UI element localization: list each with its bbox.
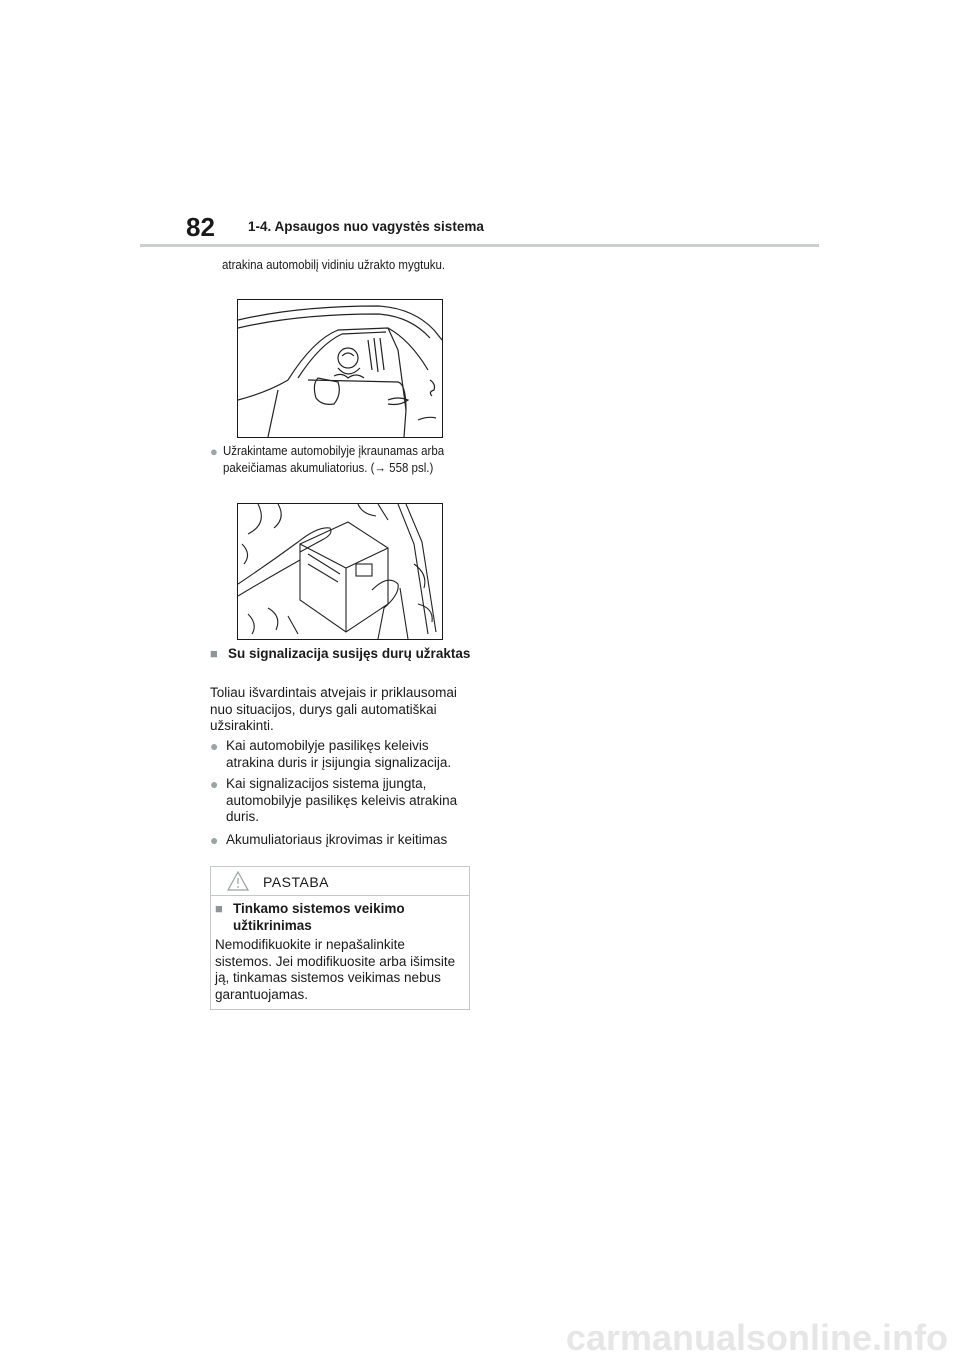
warning-triangle-icon [227, 871, 249, 891]
notice-body: Nemodifikuokite ir nepašalinkite sistemos. Jei modifikuosite arba išimsite ją, tinkamas sistemos veikimas nebus garantuojamas. [215, 937, 456, 1002]
list-item-text: Kai automobilyje pasilikęs keleivis atrakina duris ir įsijungia signalizacija. [226, 738, 452, 770]
notice-subheading [215, 901, 465, 934]
notice-header [211, 867, 469, 896]
section-heading-text: Su signalizacija susijęs durų užraktas [228, 646, 471, 661]
page-number: 82 [186, 212, 215, 242]
battery-drawing [238, 504, 442, 639]
list-item-text: Akumuliatoriaus įkrovimas ir keitimas [226, 832, 448, 847]
list-item [210, 738, 472, 771]
square-bullet-icon: ■ [210, 646, 218, 661]
circle-bullet-icon: ● [210, 832, 219, 848]
illustration-passenger-in-car [237, 299, 443, 438]
list-item-text: Užrakintame automobilyje įkraunamas arba pakeičiamas akumuliatorius. (→ 558 psl.) [223, 444, 445, 475]
notice-title: PASTABA [263, 874, 330, 890]
list-item [210, 776, 472, 826]
continued-text: atrakina automobilį vidiniu užrakto mygtuku. [222, 258, 446, 272]
circle-bullet-icon: ● [210, 444, 218, 459]
watermark-text [0, 1320, 960, 1358]
square-bullet-icon: ■ [215, 901, 223, 916]
notice-subheading-text: Tinkamo sistemos veikimo užtikrinimas [233, 901, 405, 933]
list-item-text: Kai signalizacijos sistema įjungta, automobilyje pasilikęs keleivis atrakina duris. [226, 776, 458, 824]
car-door-drawing [238, 300, 442, 437]
watermark [0, 1320, 960, 1358]
list-item [210, 832, 472, 849]
svg-text:carmanualsonline.info: carmanualsonline.info [565, 1320, 948, 1358]
header-divider [140, 244, 819, 247]
intro-paragraph: Toliau išvardintais atvejais ir priklausomai nuo situacijos, durys gali automatiškai užsirakinti. [210, 685, 457, 733]
circle-bullet-icon: ● [210, 776, 219, 792]
circle-bullet-icon: ● [210, 738, 219, 754]
illustration-battery [237, 503, 443, 640]
notice-box [210, 866, 470, 1010]
section-heading [210, 645, 472, 662]
section-title: 1-4. Apsaugos nuo vagystės sistema [248, 219, 484, 234]
list-item-battery [210, 443, 472, 477]
